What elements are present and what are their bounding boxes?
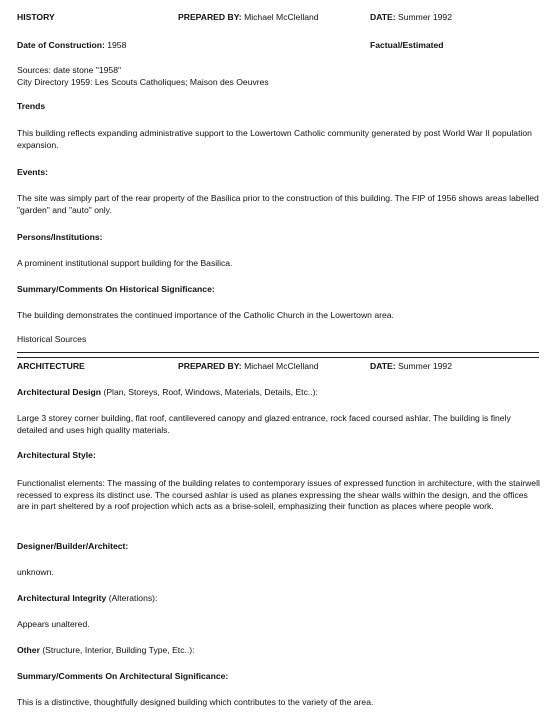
construction-date bbox=[17, 40, 126, 52]
history-date bbox=[370, 12, 452, 24]
prepared-by-label: PREPARED BY: bbox=[178, 12, 242, 22]
construction-row bbox=[17, 40, 542, 52]
section-divider bbox=[17, 352, 539, 358]
design-heading: Architectural Design bbox=[17, 387, 102, 397]
other-note: (Structure, Interior, Building Type, Etc..): bbox=[42, 645, 195, 655]
sources bbox=[17, 65, 542, 88]
architecture-title: ARCHITECTURE bbox=[17, 361, 85, 371]
trends-text: This building reflects expanding administrative support to the Lowertown Catholic community generated by post World War II population expansion. bbox=[17, 128, 532, 150]
trends-heading: Trends bbox=[17, 101, 46, 111]
persons-text: A prominent institutional support building for the Basilica. bbox=[17, 258, 233, 268]
other-heading-row bbox=[17, 645, 542, 657]
architecture-header bbox=[17, 361, 542, 373]
date-label: DATE: bbox=[370, 361, 396, 371]
history-title: HISTORY bbox=[17, 12, 55, 22]
design-heading-row bbox=[17, 387, 542, 399]
factual-estimated-label: Factual/Estimated bbox=[370, 40, 444, 50]
style-heading: Architectural Style: bbox=[17, 450, 96, 460]
events-text: The site was simply part of the rear property of the Basilica prior to the construction of this building. The FIP of 1956 shows areas labelled "garden" and "auto" only. bbox=[17, 193, 539, 215]
historical-summary-heading: Summary/Comments On Historical Significance: bbox=[17, 284, 215, 294]
other-heading: Other bbox=[17, 645, 40, 655]
date-label: DATE: bbox=[370, 12, 396, 22]
construction-label: Date of Construction: bbox=[17, 40, 105, 50]
history-prepared-by bbox=[178, 12, 319, 24]
date-value: Summer 1992 bbox=[398, 12, 452, 22]
prepared-by-label: PREPARED BY: bbox=[178, 361, 242, 371]
events-heading: Events: bbox=[17, 167, 49, 177]
architectural-summary-text: This is a distinctive, thoughtfully designed building which contributes to the variety of the area. bbox=[17, 697, 374, 707]
sources-line: Sources: date stone "1958" bbox=[17, 65, 122, 75]
sources-line: City Directory 1959: Les Scouts Catholiques; Maison des Oeuvres bbox=[17, 76, 269, 87]
integrity-note: (Alterations): bbox=[108, 593, 158, 603]
history-header bbox=[17, 12, 542, 24]
designer-heading: Designer/Builder/Architect: bbox=[17, 541, 129, 551]
historical-sources-label: Historical Sources bbox=[17, 334, 87, 344]
design-heading-note: (Plan, Storeys, Roof, Windows, Materials, Details, Etc..): bbox=[103, 387, 318, 397]
persons-heading: Persons/Institutions: bbox=[17, 232, 103, 242]
designer-text: unknown. bbox=[17, 567, 54, 577]
integrity-text: Appears unaltered. bbox=[17, 619, 90, 629]
prepared-by-value: Michael McClelland bbox=[244, 361, 319, 371]
date-value: Summer 1992 bbox=[398, 361, 452, 371]
design-text: Large 3 storey corner building, flat roof, cantilevered canopy and glazed entrance, rock faced coursed ashlar. The building is finely detailed and uses high quality materials. bbox=[17, 413, 511, 435]
integrity-heading: Architectural Integrity bbox=[17, 593, 107, 603]
architecture-prepared-by bbox=[178, 361, 319, 373]
integrity-heading-row bbox=[17, 593, 542, 605]
construction-value: 1958 bbox=[107, 40, 127, 50]
style-text: Functionalist elements: The massing of the building relates to contemporary issues of expressed function in architecture, with the stairwell recessed to express its distinct use. The coursed ashlar is used as planes expressing the shear walls within the design, and the offices are in part sheltered by a roof projection which acts as a brise-soleil, emphasizing their function as places where people work. bbox=[17, 478, 540, 511]
architecture-date bbox=[370, 361, 452, 373]
architectural-summary-heading: Summary/Comments On Architectural Significance: bbox=[17, 671, 229, 681]
prepared-by-value: Michael McClelland bbox=[244, 12, 319, 22]
historical-summary-text: The building demonstrates the continued importance of the Catholic Church in the Lowertown area. bbox=[17, 310, 394, 320]
